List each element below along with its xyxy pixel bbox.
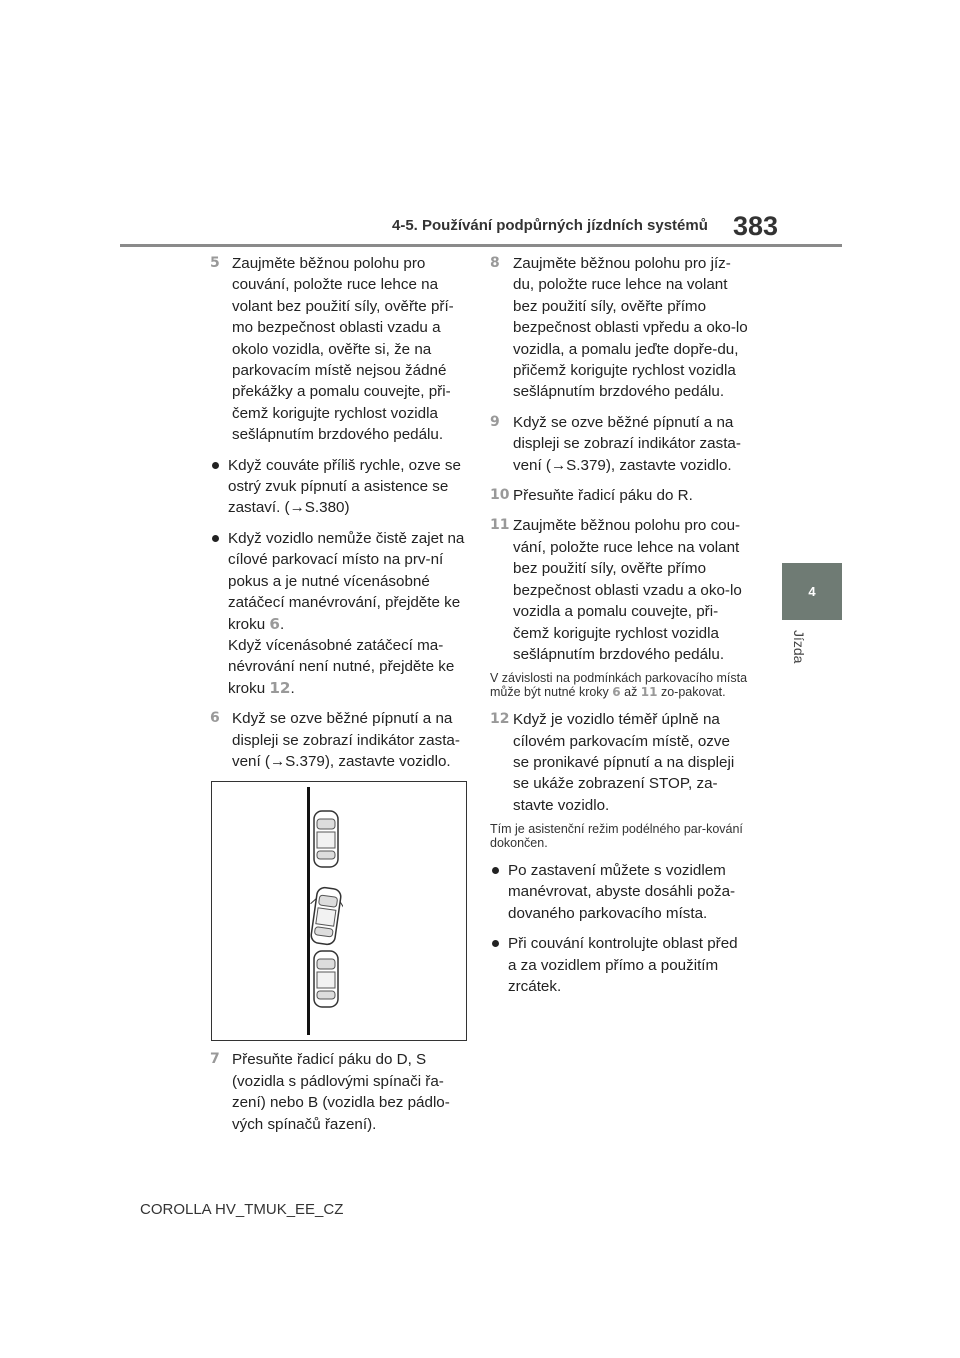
- step-8: [490, 253, 748, 403]
- step-number: 5: [210, 255, 220, 271]
- note-text: až: [620, 684, 641, 699]
- step-number: 7: [210, 1051, 220, 1068]
- note-text: V závislosti na podmínkách parkovacího místa může být nutné kroky: [490, 671, 748, 699]
- step-5: [210, 253, 468, 446]
- note-text: zo-pakovat.: [657, 684, 726, 699]
- bullet-item: [490, 933, 748, 997]
- note-completed: Tím je asistenční režim podélného par-kování dokončen.: [490, 822, 743, 850]
- step-reference: 12: [269, 678, 291, 697]
- step-number: 9: [490, 413, 500, 430]
- chapter-tab[interactable]: [782, 563, 842, 620]
- bullet-item: [490, 860, 748, 924]
- step-6: [210, 708, 468, 772]
- chapter-label: Jízda: [791, 630, 807, 664]
- bullet-item: [210, 455, 468, 519]
- bullet-text: Když vícenásobné zatáčecí ma-névrování není nutné, přejděte ke kroku: [228, 636, 455, 697]
- left-column: [210, 253, 468, 1144]
- own-car-icon: [309, 886, 343, 946]
- bullet-text: Po zastavení můžete s vozidlem manévrovat, abyste dosáhli poža-dovaného parkovacího místa.: [508, 861, 736, 922]
- step-text: Zaujměte běžnou polohu pro jíz-du, položte ruce lehce na volant bez použití síly, ověřte přímo bezpečnost oblasti vpředu a oko-lo vozidla, a pomalu jeďte dopře-du, přičemž korigujte rychlost vozidla sešlápnutím brzdového pedálu.: [513, 255, 748, 401]
- bullet-text: .: [290, 679, 295, 697]
- footer-model-code: COROLLA HV_TMUK_EE_CZ: [140, 1201, 344, 1218]
- header-divider: [120, 244, 842, 247]
- bullet-text: .: [279, 615, 285, 633]
- step-number: 12: [490, 711, 510, 728]
- step-text: Když je vozidlo téměř úplně na cílovém parkovacím místě, ozve se pronikavé pípnutí a na displeji se ukáže zobrazení STOP, za-stavte vozidlo.: [513, 711, 735, 814]
- step-11: [490, 515, 748, 665]
- bullet-item: [210, 528, 468, 699]
- bullet-icon: [212, 462, 219, 469]
- step-number: 11: [490, 517, 510, 534]
- section-title: 4-5. Používání podpůrných jízdních systémů: [392, 217, 708, 234]
- step-text: Když se ozve běžné pípnutí a na displeji se zobrazí indikátor zasta-vení (→S.379), zastavte vozidlo.: [232, 710, 460, 770]
- right-column: [490, 253, 748, 1006]
- chapter-number: 4: [808, 584, 816, 599]
- step-number: 8: [490, 255, 500, 271]
- parked-car-icon: [313, 810, 339, 868]
- step-9: [490, 412, 748, 476]
- bullet-text: Když vozidlo nemůže čistě zajet na cílové parkovací místo na prv-ní pokus a je nutné vícenásobné zatáčecí manévrování, přejděte ke kroku: [228, 529, 465, 633]
- step-text: Když se ozve běžné pípnutí a na displeji se zobrazí indikátor zasta-vení (→S.379), zastavte vozidlo.: [513, 413, 741, 474]
- bullet-text: Když couváte příliš rychle, ozve se ostrý zvuk pípnutí a asistence se zastaví. (→S.380): [228, 456, 461, 517]
- step-reference: 6: [612, 684, 621, 699]
- step-text: Zaujměte běžnou polohu pro cou-vání, položte ruce lehce na volant bez použití síly, ověřte přímo bezpečnost oblasti vzadu a oko-lo vozidla a pomalu couvejte, při-čemž korigujte rychlost vozidla sešlápnutím brzdového pedálu.: [513, 517, 742, 663]
- bullet-text: Při couvání kontrolujte oblast před a za vozidlem přímo a použitím zrcátek.: [508, 935, 738, 995]
- parking-diagram: [211, 781, 467, 1041]
- step-7: [210, 1049, 468, 1135]
- bullet-icon: [492, 940, 499, 947]
- step-reference: 11: [640, 684, 658, 699]
- parked-car-icon: [313, 950, 339, 1008]
- step-number: 6: [210, 710, 220, 727]
- page-number: 383: [733, 211, 779, 241]
- step-text: Přesuňte řadicí páku do D, S (vozidla s pádlovými spínači řa-zení) nebo B (vozidla bez pádlo-vých spínačů řazení).: [232, 1051, 450, 1133]
- step-text: Zaujměte běžnou polohu pro couvání, položte ruce lehce na volant bez použití síly, ověřte pří-mo bezpečnost oblasti vzadu a okolo vozidla, ověřte si, že na parkovacím místě nejsou žádné překážky a pomalu couvejte, při-čemž korigujte rychlost vozidla sešlápnutím brzdového pedálu.: [232, 255, 454, 444]
- step-10: [490, 485, 748, 506]
- step-text: Přesuňte řadicí páku do R.: [513, 487, 693, 505]
- bullet-icon: [492, 867, 499, 874]
- step-number: 10: [490, 487, 510, 504]
- step-12: [490, 709, 748, 816]
- step-reference: 6: [269, 614, 280, 633]
- bullet-icon: [212, 535, 219, 542]
- note-repeat-steps: [490, 672, 748, 699]
